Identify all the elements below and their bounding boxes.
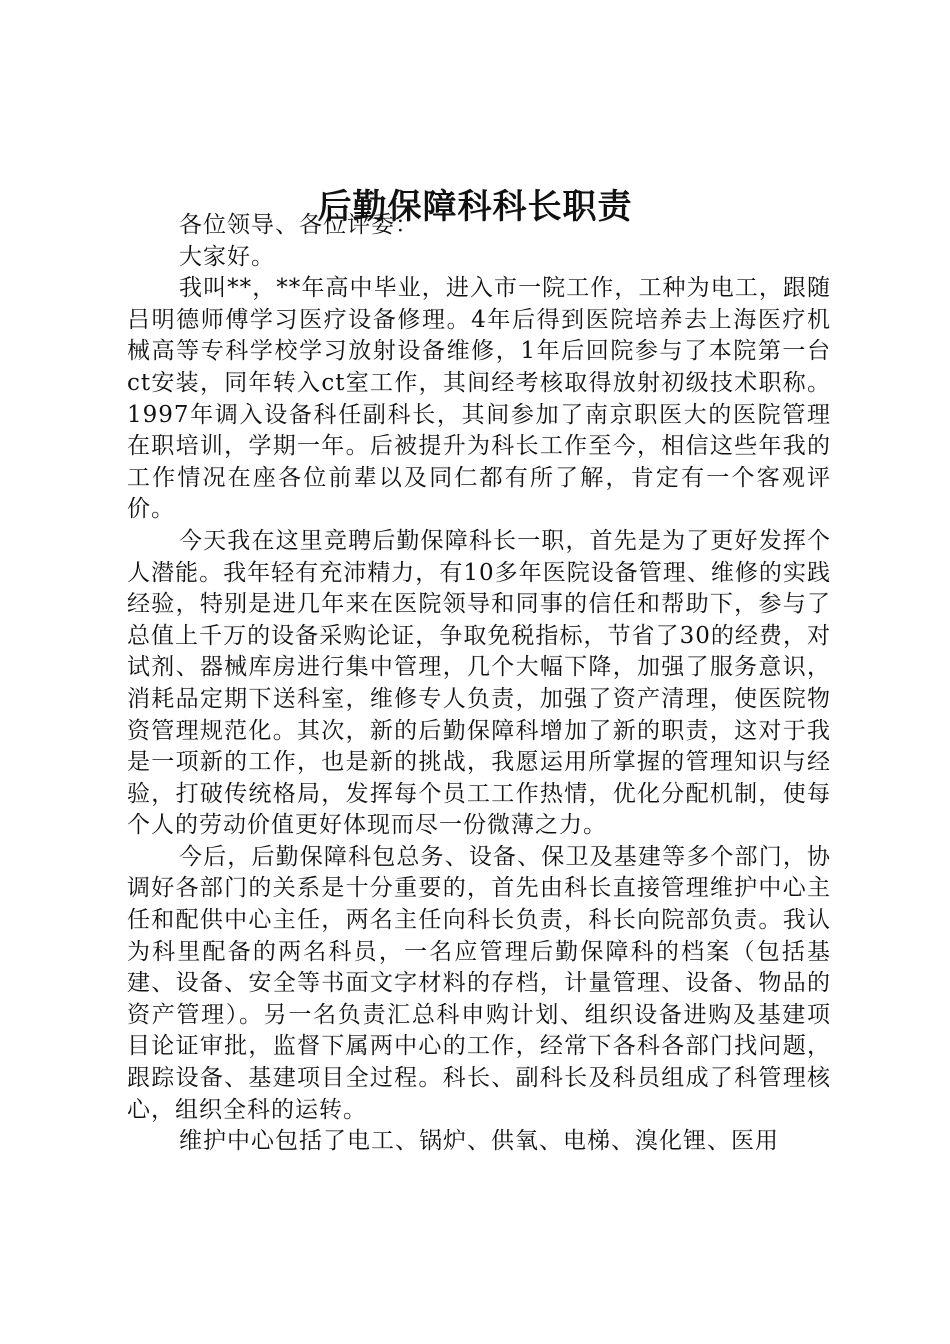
maintenance-paragraph: 维护中心包括了电工、锅炉、供氧、电梯、溴化锂、医用 <box>179 1128 779 1155</box>
document-title: 后勤保障科科长职责 <box>317 187 633 227</box>
background-paragraph: 我叫**，**年高中毕业，进入市一院工作，工种为电工，跟随吕明德师傅学习医疗设备修理。4年后得到医院培养去上海医疗机械高等专科学校学习放射设备维修，1年后回院参与了本院第一台ct安装，同年转入ct室工作，其间经考核取得放射初级技术职称。1997年调入设备科任副科长，其间参加了南京职医大的医院管理在职培训，学期一年。后被提升为科长工作至今，相信这些年我的工作情况在座各位前辈以及同仁都有所了解，肯定有一个客观评价。 <box>127 275 831 523</box>
plan-paragraph: 今后，后勤保障科包总务、设备、保卫及基建等多个部门，协调好各部门的关系是十分重要的，首先由科长直接管理维护中心主任和配供中心主任，两名主任向科长负责，科长向院部负责。我认为科里配备的两名科员，一名应管理后勤保障科的档案（包括基建、设备、安全等书面文字材料的存档，计量管理、设备、物品的资产管理）。另一名负责汇总科申购计划、组织设备进购及基建项目论证审批，监督下属两中心的工作，经常下各科各部门找问题，跟踪设备、基建项目全过程。科长、副科长及科员组成了科管理核心，组织全科的运转。 <box>127 843 831 1123</box>
salutation-paragraph: 大家好。 <box>179 243 275 270</box>
greeting-paragraph: 各位领导、各位评委： <box>179 212 419 238</box>
document-body <box>127 210 831 1158</box>
motivation-paragraph: 今天我在这里竞聘后勤保障科长一职，首先是为了更好发挥个人潜能。我年轻有充沛精力，有10多年医院设备管理、维修的实践经验，特别是进几年来在医院领导和同事的信任和帮助下，参与了总值上千万的设备采购论证，争取免税指标，节省了30的经费，对试剂、器械库房进行集中管理，几个大幅下降，加强了服务意识，消耗品定期下送科室，维修专人负责，加强了资产清理，使医院物资管理规范化。其次，新的后勤保障科增加了新的职责，这对于我是一项新的工作，也是新的挑战，我愿运用所掌握的管理知识与经验，打破传统格局，发挥每个员工工作热情，优化分配机制，使每个人的劳动价值更好体现而尽一份微薄之力。 <box>127 527 831 839</box>
